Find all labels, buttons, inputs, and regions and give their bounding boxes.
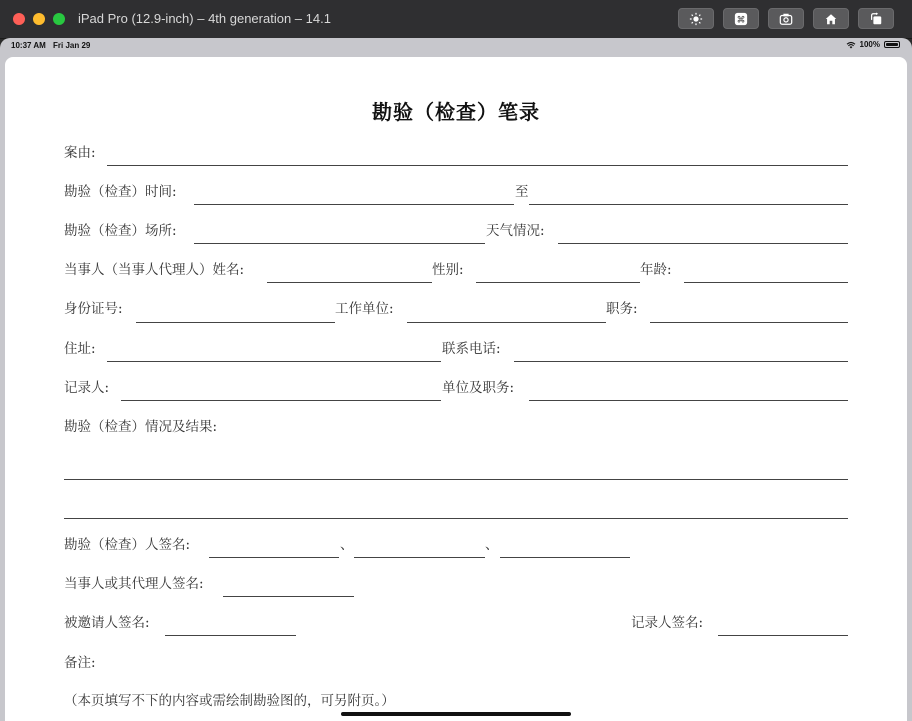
close-window-button[interactable] xyxy=(13,13,25,25)
brightness-icon xyxy=(689,12,703,26)
command-icon xyxy=(734,12,748,26)
zoom-window-button[interactable] xyxy=(53,13,65,25)
status-right xyxy=(846,40,900,49)
party-sign-label: 当事人或其代理人签名: xyxy=(64,576,204,592)
inspector-sign-label: 勘验（检查）人签名: xyxy=(64,537,191,553)
place-field[interactable] xyxy=(194,243,485,244)
id-label: 身份证号: xyxy=(64,301,123,317)
age-label: 年龄: xyxy=(640,262,672,278)
screenshot-button[interactable] xyxy=(768,8,804,29)
battery-percent: 100% xyxy=(859,40,880,49)
svg-text:⌘: ⌘ xyxy=(736,15,746,25)
unit-position-field[interactable] xyxy=(529,400,848,401)
remarks-label: 备注: xyxy=(64,655,96,671)
inspector-sign-field-1[interactable] xyxy=(209,557,339,558)
home-icon xyxy=(824,12,838,26)
status-bar xyxy=(0,38,912,56)
brightness-button[interactable] xyxy=(678,8,714,29)
sign-separator-1: 、 xyxy=(340,537,354,553)
status-time: 10:37 AM xyxy=(11,41,46,50)
position-label: 职务: xyxy=(606,301,638,317)
workplace-label: 工作单位: xyxy=(335,301,394,317)
party-name-label: 当事人（当事人代理人）姓名: xyxy=(64,262,245,278)
case-label: 案由: xyxy=(64,145,96,161)
recorder-sign-label: 记录人签名: xyxy=(631,615,704,631)
minimize-window-button[interactable] xyxy=(33,13,45,25)
sign-separator-2: 、 xyxy=(485,537,499,553)
result-field-line-2[interactable] xyxy=(64,518,848,519)
recorder-field[interactable] xyxy=(121,400,441,401)
recorder-sign-field[interactable] xyxy=(718,635,848,636)
gender-label: 性别: xyxy=(432,262,464,278)
address-field[interactable] xyxy=(107,361,441,362)
home-indicator[interactable] xyxy=(341,712,571,716)
inspector-sign-field-3[interactable] xyxy=(500,557,630,558)
wifi-icon xyxy=(846,41,856,49)
gender-field[interactable] xyxy=(476,282,640,283)
place-label: 勘验（检查）场所: xyxy=(64,223,177,239)
battery-icon xyxy=(884,41,900,48)
home-button[interactable] xyxy=(813,8,849,29)
invitee-sign-label: 被邀请人签名: xyxy=(64,615,150,631)
time-end-field[interactable] xyxy=(529,204,848,205)
unit-position-label: 单位及职务: xyxy=(442,380,515,396)
status-date: Fri Jan 29 xyxy=(53,41,91,50)
time-label: 勘验（检查）时间: xyxy=(64,184,177,200)
command-button[interactable] xyxy=(723,8,759,29)
age-field[interactable] xyxy=(684,282,848,283)
time-to-label: 至 xyxy=(515,184,529,200)
weather-field[interactable] xyxy=(558,243,848,244)
case-field[interactable] xyxy=(107,165,848,166)
time-start-field[interactable] xyxy=(194,204,514,205)
inspector-sign-field-2[interactable] xyxy=(354,557,485,558)
result-field-line-1[interactable] xyxy=(64,479,848,480)
recorder-label: 记录人: xyxy=(64,380,110,396)
weather-label: 天气情况: xyxy=(486,223,545,239)
window-title: iPad Pro (12.9-inch) – 4th generation – 14.1 xyxy=(78,11,331,26)
party-name-field[interactable] xyxy=(267,282,432,283)
id-field[interactable] xyxy=(136,322,335,323)
window-titlebar xyxy=(0,0,912,39)
screenshot-icon xyxy=(779,12,793,26)
invitee-sign-field[interactable] xyxy=(165,635,296,636)
rotate-button[interactable] xyxy=(858,8,894,29)
address-label: 住址: xyxy=(64,341,96,357)
position-field[interactable] xyxy=(650,322,848,323)
party-sign-field[interactable] xyxy=(223,596,354,597)
footnote: （本页填写不下的内容或需绘制勘验图的，可另附页。） xyxy=(64,693,395,709)
document-title: 勘验（检查）笔录 xyxy=(372,100,540,124)
workplace-field[interactable] xyxy=(407,322,606,323)
result-label: 勘验（检查）情况及结果: xyxy=(64,419,218,435)
phone-label: 联系电话: xyxy=(442,341,501,357)
phone-field[interactable] xyxy=(514,361,848,362)
rotate-icon xyxy=(869,12,883,26)
